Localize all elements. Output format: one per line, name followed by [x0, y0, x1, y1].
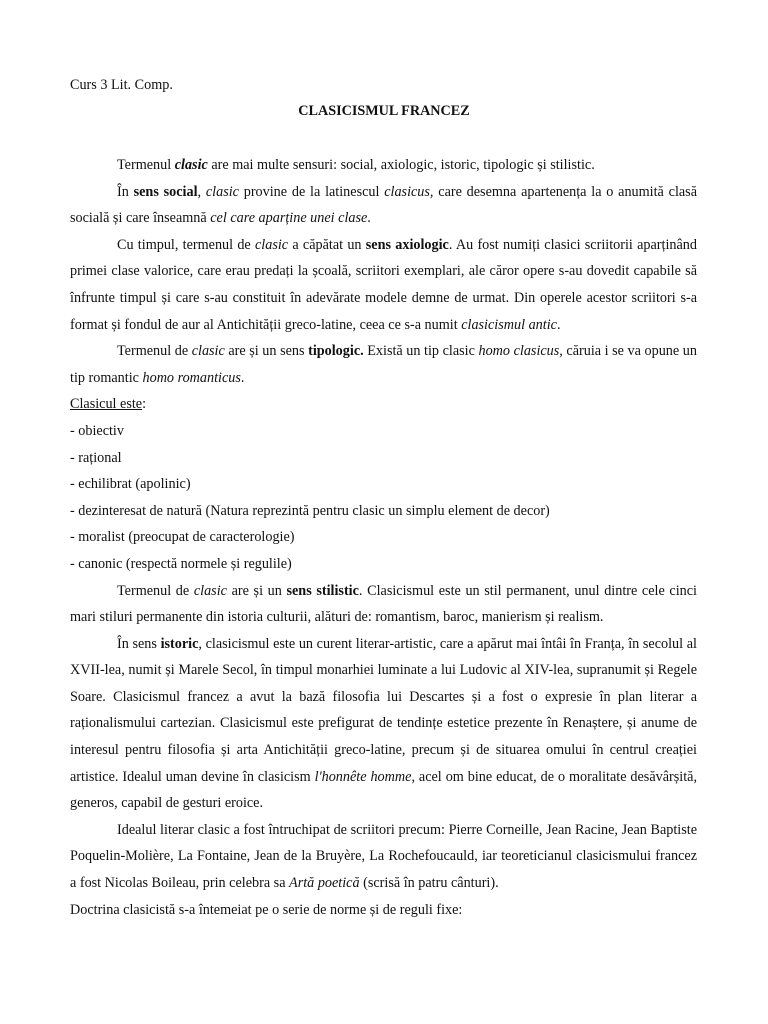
page-title: CLASICISMUL FRANCEZ	[298, 103, 470, 119]
text-run: a căpătat un	[288, 236, 366, 253]
list-item: - obiectiv	[70, 422, 124, 439]
text-run: .	[556, 316, 561, 333]
paragraph-literary-ideal	[70, 817, 697, 897]
paragraph-historical-sense	[70, 631, 697, 817]
term-clasicismul-antic: clasicismul antic	[461, 316, 557, 333]
term-sens-social: sens social	[133, 183, 198, 200]
term-istoric: istoric	[160, 635, 199, 652]
term-clasic: clasic	[255, 236, 289, 253]
term-homo-clasicus: homo clasicus,	[478, 343, 563, 360]
paragraph-senses	[70, 152, 697, 179]
text-run: ,	[197, 183, 206, 200]
paragraph-axiological-sense	[70, 232, 697, 338]
text-run: are mai multe sensuri: social, axiologic, istoric, tipologic și stilistic.	[207, 157, 595, 173]
term-clasic: clasic	[191, 343, 225, 360]
term-clasic: clasic	[205, 183, 239, 200]
text-run: are și un	[226, 582, 287, 599]
list-item: - rațional	[70, 449, 122, 466]
term-clasicus: clasicus,	[384, 183, 434, 200]
list-item: - canonic (respectă normele și regulile)	[70, 555, 292, 572]
paragraph-stylistic-sense	[70, 578, 697, 631]
course-header: Curs 3 Lit. Comp.	[70, 77, 173, 93]
list-heading-label: Clasicul este	[70, 396, 143, 413]
list-heading-colon: :	[142, 396, 147, 413]
term-sens-stilistic: sens stilistic	[286, 582, 359, 599]
term-definition: cel care aparține unei clase	[210, 210, 368, 227]
text-run: . Au fost numiți clasici scriitorii aparținând primei clase valorice, care erau predați la școală, scriitori exemplari, ale căror opere s-au dovedit capabile să înfrunte timpul și care s-au constituit în adevărate modele demne de urmat. Din operele acestor scriitori s-a format și fondul de aur al Antichității greco-latine, ceea ce s-a numit	[70, 236, 697, 333]
paragraph-doctrine: Doctrina clasicistă s-a întemeiat pe o serie de norme și de reguli fixe:	[70, 901, 463, 918]
term-honnete-homme: l'honnête homme	[314, 768, 412, 785]
text-run: , acel om bine educat, de o moralitate desăvârșită, generos, capabil de gesturi eroice.	[70, 768, 697, 812]
text-run: În sens	[117, 635, 161, 652]
text-run: Termenul de	[117, 343, 192, 360]
term-arta-poetica: Artă poetică	[289, 875, 360, 892]
text-run: provine de la latinescul	[238, 183, 385, 200]
text-run: Idealul literar clasic a fost întruchipat de scriitori precum: Pierre Corneille, Jean Racine, Jean Baptiste Poquelin-Molière, La Fontaine, Jean de la Bruyère, La Rochefoucauld, iar teoreticianul clasicismului francez a fost Nicolas Boileau, prin celebra sa	[70, 821, 697, 892]
paragraph-social-sense	[70, 179, 697, 232]
list-item: - dezinteresat de natură (Natura reprezintă pentru clasic un simplu element de decor)	[70, 502, 550, 519]
text-run: . Clasicismul este un stil permanent, unul dintre cele cinci mari stiluri permanente din istoria culturii, alături de: romantism, baroc, manierism și realism.	[70, 582, 697, 626]
list-item: - moralist (preocupat de caracterologie)	[70, 529, 295, 546]
term-homo-romanticus: homo romanticus	[142, 369, 241, 386]
paragraph-typological-sense	[70, 338, 697, 391]
list-item: - echilibrat (apolinic)	[70, 476, 191, 493]
document-body	[70, 152, 697, 923]
term-sens-axiologic: sens axiologic	[365, 236, 449, 253]
text-run: Termenul	[117, 157, 175, 173]
text-run: Cu timpul, termenul de	[117, 236, 255, 253]
text-run: .	[240, 369, 245, 386]
term-tipologic: tipologic.	[308, 343, 364, 360]
term-clasic: clasic	[193, 582, 227, 599]
list-heading	[70, 391, 697, 418]
text-run: Există un tip clasic	[363, 343, 479, 360]
text-run: În	[117, 183, 134, 200]
text-run: Termenul de	[117, 582, 194, 599]
term-clasic: clasic	[174, 157, 208, 173]
text-run: care desemna apartenența la o anumită clasă socială și care înseamnă	[70, 183, 697, 227]
text-run: are și un sens	[224, 343, 309, 360]
text-run: căruia i se va opune un tip romantic	[70, 343, 697, 386]
text-run: , clasicismul este un curent literar-artistic, care a apărut mai întâi în Franța, în secolul al XVII-lea, numit și Marele Secol, în timpul monarhiei luminate a lui Ludovic al XIV-lea, supranumit și Regele Soare. Clasicismul francez a avut la bază filosofia lui Descartes și a fost o expresie în plan literar a raționalismului cartezian. Clasicismul este prefigurat de tendințe estetice prezente în Renaștere, și anume de interesul pentru filosofia și arta Antichității greco-latine, precum și de situarea omului în centrul creației artistice. Idealul uman devine în clasicism	[70, 635, 697, 785]
text-run: .	[367, 210, 371, 227]
text-run: (scrisă în patru cânturi).	[359, 875, 499, 892]
